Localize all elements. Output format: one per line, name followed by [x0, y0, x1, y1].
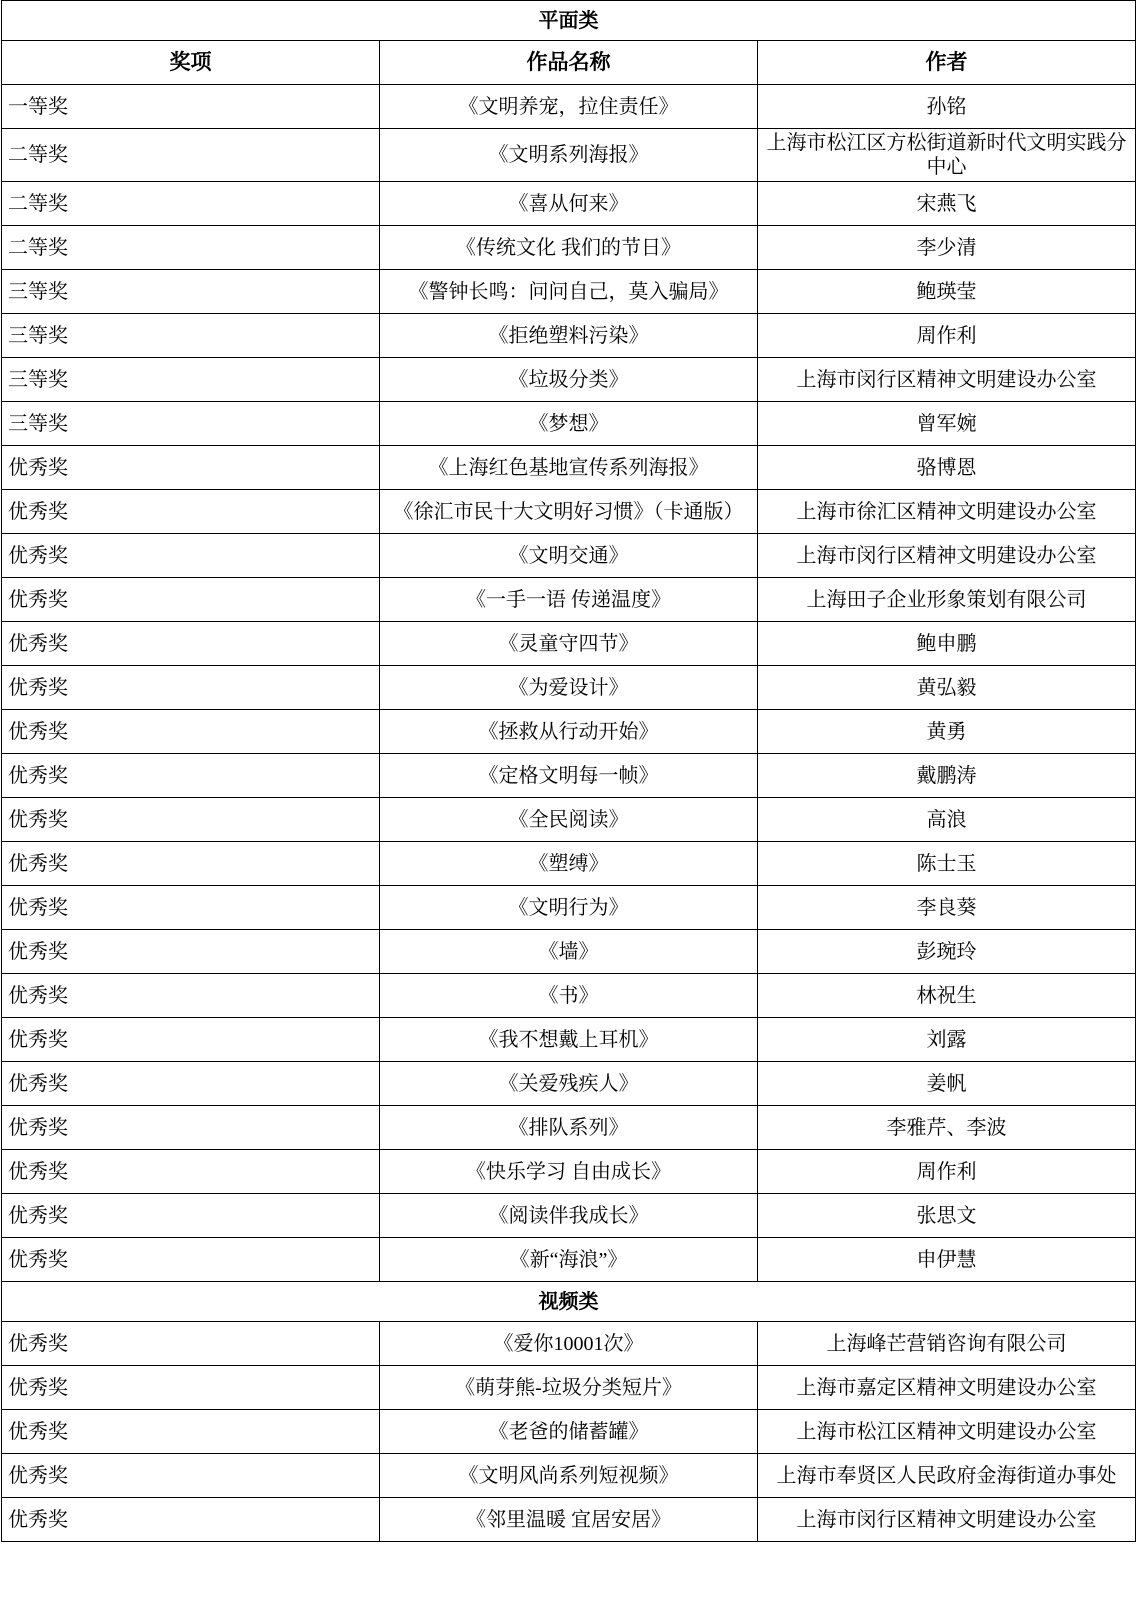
table-row — [2, 1150, 1136, 1194]
cell-work-title: 《文明养宠，拉住责任》 — [380, 85, 758, 129]
cell-work-title: 《一手一语 传递温度》 — [380, 578, 758, 622]
cell-award: 优秀奖 — [2, 1062, 380, 1106]
cell-work-title: 《文明交通》 — [380, 534, 758, 578]
cell-work-title: 《萌芽熊-垃圾分类短片》 — [380, 1366, 758, 1410]
cell-award: 优秀奖 — [2, 1498, 380, 1542]
cell-award: 优秀奖 — [2, 1322, 380, 1366]
cell-author: 林祝生 — [758, 974, 1136, 1018]
table-row — [2, 534, 1136, 578]
table-row — [2, 182, 1136, 226]
column-header-row — [2, 41, 1136, 85]
cell-work-title: 《灵童守四节》 — [380, 622, 758, 666]
table-row — [2, 402, 1136, 446]
table-row — [2, 622, 1136, 666]
cell-author: 申伊慧 — [758, 1238, 1136, 1282]
table-row — [2, 930, 1136, 974]
cell-work-title: 《文明系列海报》 — [380, 129, 758, 182]
cell-award: 优秀奖 — [2, 1150, 380, 1194]
cell-award: 优秀奖 — [2, 578, 380, 622]
cell-work-title: 《快乐学习 自由成长》 — [380, 1150, 758, 1194]
column-header-award: 奖项 — [2, 41, 380, 85]
cell-author: 上海田子企业形象策划有限公司 — [758, 578, 1136, 622]
cell-author: 上海市松江区方松街道新时代文明实践分中心 — [758, 129, 1136, 182]
section-title: 平面类 — [2, 1, 1136, 41]
cell-award: 优秀奖 — [2, 1410, 380, 1454]
column-header-author: 作者 — [758, 41, 1136, 85]
cell-author: 周作利 — [758, 1150, 1136, 1194]
cell-award: 优秀奖 — [2, 1454, 380, 1498]
cell-award: 二等奖 — [2, 182, 380, 226]
section-title-row — [2, 1282, 1136, 1322]
cell-award: 优秀奖 — [2, 1018, 380, 1062]
table-row — [2, 129, 1136, 182]
cell-work-title: 《垃圾分类》 — [380, 358, 758, 402]
table-row — [2, 974, 1136, 1018]
cell-author: 黄勇 — [758, 710, 1136, 754]
cell-work-title: 《梦想》 — [380, 402, 758, 446]
cell-work-title: 《警钟长鸣：问问自己，莫入骗局》 — [380, 270, 758, 314]
cell-award: 优秀奖 — [2, 930, 380, 974]
cell-author: 李良葵 — [758, 886, 1136, 930]
table-row — [2, 490, 1136, 534]
table-row — [2, 446, 1136, 490]
cell-award: 三等奖 — [2, 358, 380, 402]
table-row — [2, 1238, 1136, 1282]
table-row — [2, 314, 1136, 358]
table-row — [2, 798, 1136, 842]
table-row — [2, 85, 1136, 129]
cell-work-title: 《拒绝塑料污染》 — [380, 314, 758, 358]
cell-award: 一等奖 — [2, 85, 380, 129]
cell-work-title: 《文明行为》 — [380, 886, 758, 930]
section-title: 视频类 — [2, 1282, 1136, 1322]
column-header-title: 作品名称 — [380, 41, 758, 85]
cell-award: 优秀奖 — [2, 446, 380, 490]
table-row — [2, 1194, 1136, 1238]
cell-author: 黄弘毅 — [758, 666, 1136, 710]
cell-author: 上海峰芒营销咨询有限公司 — [758, 1322, 1136, 1366]
cell-author: 李雅芹、李波 — [758, 1106, 1136, 1150]
cell-award: 优秀奖 — [2, 666, 380, 710]
cell-author: 上海市奉贤区人民政府金海街道办事处 — [758, 1454, 1136, 1498]
cell-award: 优秀奖 — [2, 534, 380, 578]
cell-author: 上海市徐汇区精神文明建设办公室 — [758, 490, 1136, 534]
cell-author: 上海市松江区精神文明建设办公室 — [758, 1410, 1136, 1454]
table-row — [2, 1498, 1136, 1542]
cell-award: 二等奖 — [2, 226, 380, 270]
cell-award: 优秀奖 — [2, 1106, 380, 1150]
cell-author: 周作利 — [758, 314, 1136, 358]
cell-author: 陈士玉 — [758, 842, 1136, 886]
table-row — [2, 666, 1136, 710]
cell-award: 优秀奖 — [2, 1194, 380, 1238]
cell-work-title: 《阅读伴我成长》 — [380, 1194, 758, 1238]
table-row — [2, 842, 1136, 886]
cell-work-title: 《关爱残疾人》 — [380, 1062, 758, 1106]
cell-award: 优秀奖 — [2, 710, 380, 754]
cell-author: 鲍瑛莹 — [758, 270, 1136, 314]
cell-work-title: 《老爸的储蓄罐》 — [380, 1410, 758, 1454]
cell-author: 孙铭 — [758, 85, 1136, 129]
cell-work-title: 《文明风尚系列短视频》 — [380, 1454, 758, 1498]
cell-author: 上海市闵行区精神文明建设办公室 — [758, 1498, 1136, 1542]
cell-award: 优秀奖 — [2, 974, 380, 1018]
table-row — [2, 710, 1136, 754]
cell-award: 优秀奖 — [2, 622, 380, 666]
cell-work-title: 《喜从何来》 — [380, 182, 758, 226]
cell-award: 三等奖 — [2, 314, 380, 358]
cell-author: 上海市闵行区精神文明建设办公室 — [758, 358, 1136, 402]
table-row — [2, 1322, 1136, 1366]
cell-work-title: 《邻里温暖 宜居安居》 — [380, 1498, 758, 1542]
cell-author: 骆博恩 — [758, 446, 1136, 490]
table-row — [2, 1410, 1136, 1454]
cell-author: 刘露 — [758, 1018, 1136, 1062]
cell-award: 优秀奖 — [2, 754, 380, 798]
table-row — [2, 1106, 1136, 1150]
cell-work-title: 《书》 — [380, 974, 758, 1018]
cell-work-title: 《塑缚》 — [380, 842, 758, 886]
cell-author: 姜帆 — [758, 1062, 1136, 1106]
table-row — [2, 1062, 1136, 1106]
cell-work-title: 《排队系列》 — [380, 1106, 758, 1150]
table-row — [2, 754, 1136, 798]
cell-author: 上海市闵行区精神文明建设办公室 — [758, 534, 1136, 578]
cell-work-title: 《我不想戴上耳机》 — [380, 1018, 758, 1062]
cell-award: 优秀奖 — [2, 798, 380, 842]
cell-award: 优秀奖 — [2, 1366, 380, 1410]
cell-work-title: 《新“海浪”》 — [380, 1238, 758, 1282]
cell-award: 优秀奖 — [2, 886, 380, 930]
cell-author: 宋燕飞 — [758, 182, 1136, 226]
cell-award: 三等奖 — [2, 270, 380, 314]
cell-author: 曾军婉 — [758, 402, 1136, 446]
table-row — [2, 1454, 1136, 1498]
table-row — [2, 226, 1136, 270]
cell-work-title: 《爱你10001次》 — [380, 1322, 758, 1366]
award-table — [1, 0, 1136, 1542]
cell-work-title: 《拯救从行动开始》 — [380, 710, 758, 754]
cell-author: 上海市嘉定区精神文明建设办公室 — [758, 1366, 1136, 1410]
cell-work-title: 《定格文明每一帧》 — [380, 754, 758, 798]
cell-author: 鲍申鹏 — [758, 622, 1136, 666]
cell-author: 张思文 — [758, 1194, 1136, 1238]
cell-author: 李少清 — [758, 226, 1136, 270]
cell-award: 三等奖 — [2, 402, 380, 446]
table-row — [2, 270, 1136, 314]
cell-award: 优秀奖 — [2, 1238, 380, 1282]
cell-award: 优秀奖 — [2, 842, 380, 886]
cell-award: 优秀奖 — [2, 490, 380, 534]
cell-author: 戴鹏涛 — [758, 754, 1136, 798]
cell-work-title: 《传统文化 我们的节日》 — [380, 226, 758, 270]
cell-author: 高浪 — [758, 798, 1136, 842]
table-row — [2, 1018, 1136, 1062]
cell-award: 二等奖 — [2, 129, 380, 182]
cell-author: 彭琬玲 — [758, 930, 1136, 974]
table-row — [2, 358, 1136, 402]
cell-work-title: 《徐汇市民十大文明好习惯》（卡通版） — [380, 490, 758, 534]
cell-work-title: 《为爱设计》 — [380, 666, 758, 710]
cell-work-title: 《墙》 — [380, 930, 758, 974]
cell-work-title: 《全民阅读》 — [380, 798, 758, 842]
table-row — [2, 886, 1136, 930]
table-row — [2, 1366, 1136, 1410]
cell-work-title: 《上海红色基地宣传系列海报》 — [380, 446, 758, 490]
section-title-row — [2, 1, 1136, 41]
table-row — [2, 578, 1136, 622]
